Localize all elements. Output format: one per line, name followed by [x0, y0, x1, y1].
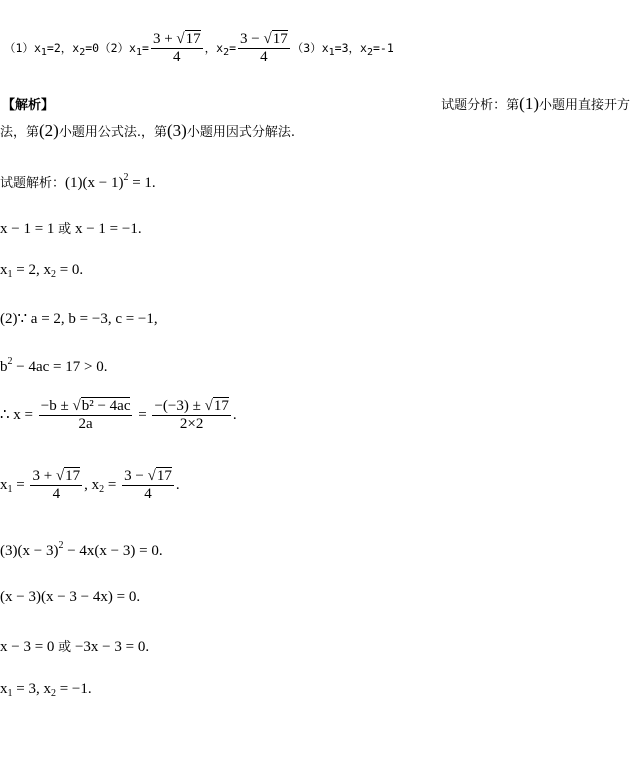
equals: =	[229, 41, 237, 55]
equation: = 3, x	[12, 681, 51, 697]
equation: x − 1 = 1	[0, 221, 55, 237]
numerator: 3 +	[152, 31, 177, 47]
var-x: x	[0, 476, 8, 493]
equals: =	[134, 406, 151, 423]
substituted-fraction: $\frac{-(-3) \pm √17}{2\times 2}$	[154, 398, 229, 432]
subscript: 1	[7, 483, 13, 495]
equals: =	[104, 476, 121, 493]
equation: = −1.	[55, 681, 92, 697]
equation: (1)(x − 1)	[65, 175, 124, 191]
solution-line-9	[0, 589, 140, 606]
solution-line-5	[0, 356, 107, 376]
analysis-header: 【解析】	[2, 98, 55, 113]
solution-line-2	[0, 218, 142, 238]
answer-line	[4, 31, 394, 66]
answer-part2-label: （2）	[99, 41, 130, 55]
solution-line-7	[0, 468, 180, 503]
equation: − 4ac = 17 > 0.	[12, 359, 108, 375]
equation: = 1.	[128, 175, 156, 191]
subscript: 2	[50, 269, 56, 280]
solution-line-1	[0, 172, 156, 192]
or-text: 或	[58, 640, 72, 655]
analysis-text: 小题用公式法.，第	[58, 125, 167, 140]
analysis-line-1	[441, 94, 630, 114]
denominator: 4	[52, 486, 61, 502]
answer-value: =-1	[372, 41, 394, 55]
analysis-text: 小题用直接开方	[538, 98, 630, 113]
numerator: 3 −	[124, 468, 148, 484]
var-x: , x	[84, 476, 100, 493]
subscript: 1	[135, 47, 142, 58]
radicand: 17	[272, 31, 288, 47]
subscript: 2	[366, 47, 373, 58]
solution-line-8	[0, 540, 163, 560]
superscript: 2	[58, 540, 64, 551]
var-x: x	[33, 41, 41, 55]
radicand: 17	[156, 468, 172, 484]
fraction: $\frac{3 + √17}{4}$	[32, 468, 81, 502]
or-text: 或	[58, 222, 72, 237]
answer-value: =0	[85, 41, 100, 55]
equation: = 0.	[55, 262, 84, 278]
solution-line-3	[0, 262, 83, 280]
denominator: 2a	[78, 416, 93, 432]
quadratic-formula-fraction: $\frac{\text{−b ± √b² − 4ac}}{2a}$	[40, 398, 131, 432]
analysis-text: 小题用因式分解法.	[186, 125, 295, 140]
solution-line-6	[0, 398, 237, 433]
denominator: 2×2	[179, 416, 204, 432]
equation: x − 3 = 0	[0, 639, 55, 655]
var-x: x	[0, 681, 8, 697]
equation: ∴ x =	[0, 406, 37, 423]
solution-label: 试题解析：	[0, 176, 66, 191]
equation: (2)∵ a = 2, b = −3, c = −1,	[0, 311, 158, 327]
subscript: 2	[223, 47, 230, 58]
equation: − 4x(x − 3) = 0.	[63, 543, 163, 559]
equation: (3)(x − 3)	[0, 543, 59, 559]
period: .	[175, 476, 180, 493]
numerator: 3 +	[32, 468, 56, 484]
solution-line-10	[0, 636, 149, 656]
fraction: $\frac{3 + √17}{4}$	[152, 31, 201, 65]
subscript: 1	[7, 269, 13, 280]
equation: (x − 3)(x − 3 − 4x) = 0.	[0, 589, 141, 605]
analysis-text: 法，第	[0, 125, 40, 140]
solution-line-4	[0, 309, 158, 328]
answer-part3-label: （3）	[291, 41, 322, 55]
subscript: 2	[79, 47, 86, 58]
subscript: 1	[40, 47, 47, 58]
equation: x − 1 = −1.	[74, 221, 142, 237]
var-x: x	[360, 41, 367, 55]
var-b: b	[0, 359, 8, 375]
var-x: x	[321, 41, 329, 55]
superscript: 2	[123, 172, 129, 183]
radicand: 17	[185, 31, 201, 47]
var-x: x	[129, 41, 136, 55]
solution-line-11	[0, 681, 92, 699]
numerator: −(−3) ±	[154, 398, 205, 414]
subscript: 1	[328, 47, 335, 58]
part-number: (2)	[39, 121, 59, 140]
analysis-line-2	[0, 121, 295, 141]
equals: =	[142, 41, 149, 55]
equation: = 2, x	[12, 262, 51, 278]
denominator: 4	[260, 49, 268, 65]
analysis-text: 试题分析：第	[441, 98, 520, 113]
radicand: 17	[65, 468, 81, 484]
separator: ，	[204, 41, 217, 55]
var-x: x	[216, 41, 224, 55]
numerator: 3 −	[240, 31, 264, 47]
answer-value: =2，	[46, 41, 73, 55]
var-x: x	[0, 262, 8, 278]
equation: −3x − 3 = 0.	[74, 639, 150, 655]
part-number: (1)	[519, 94, 539, 113]
fraction: $\frac{3 - √17}{4}$	[124, 468, 172, 502]
var-x: x	[72, 41, 80, 55]
period: .	[232, 406, 237, 423]
radicand: 17	[213, 398, 229, 414]
superscript: 2	[7, 356, 13, 367]
equals: =	[12, 476, 29, 493]
denominator: 4	[144, 486, 152, 502]
numerator: −b ±	[40, 398, 73, 414]
denominator: 4	[173, 49, 181, 65]
subscript: 2	[50, 688, 56, 699]
answer-value: =3，	[334, 41, 361, 55]
subscript: 1	[7, 688, 13, 699]
radicand: b² − 4ac	[81, 398, 131, 414]
part-number: (3)	[166, 121, 187, 140]
subscript: 2	[99, 483, 105, 495]
answer-part1-label: （1）	[4, 41, 34, 55]
fraction: $\frac{3 - √17}{4}$	[240, 31, 288, 65]
